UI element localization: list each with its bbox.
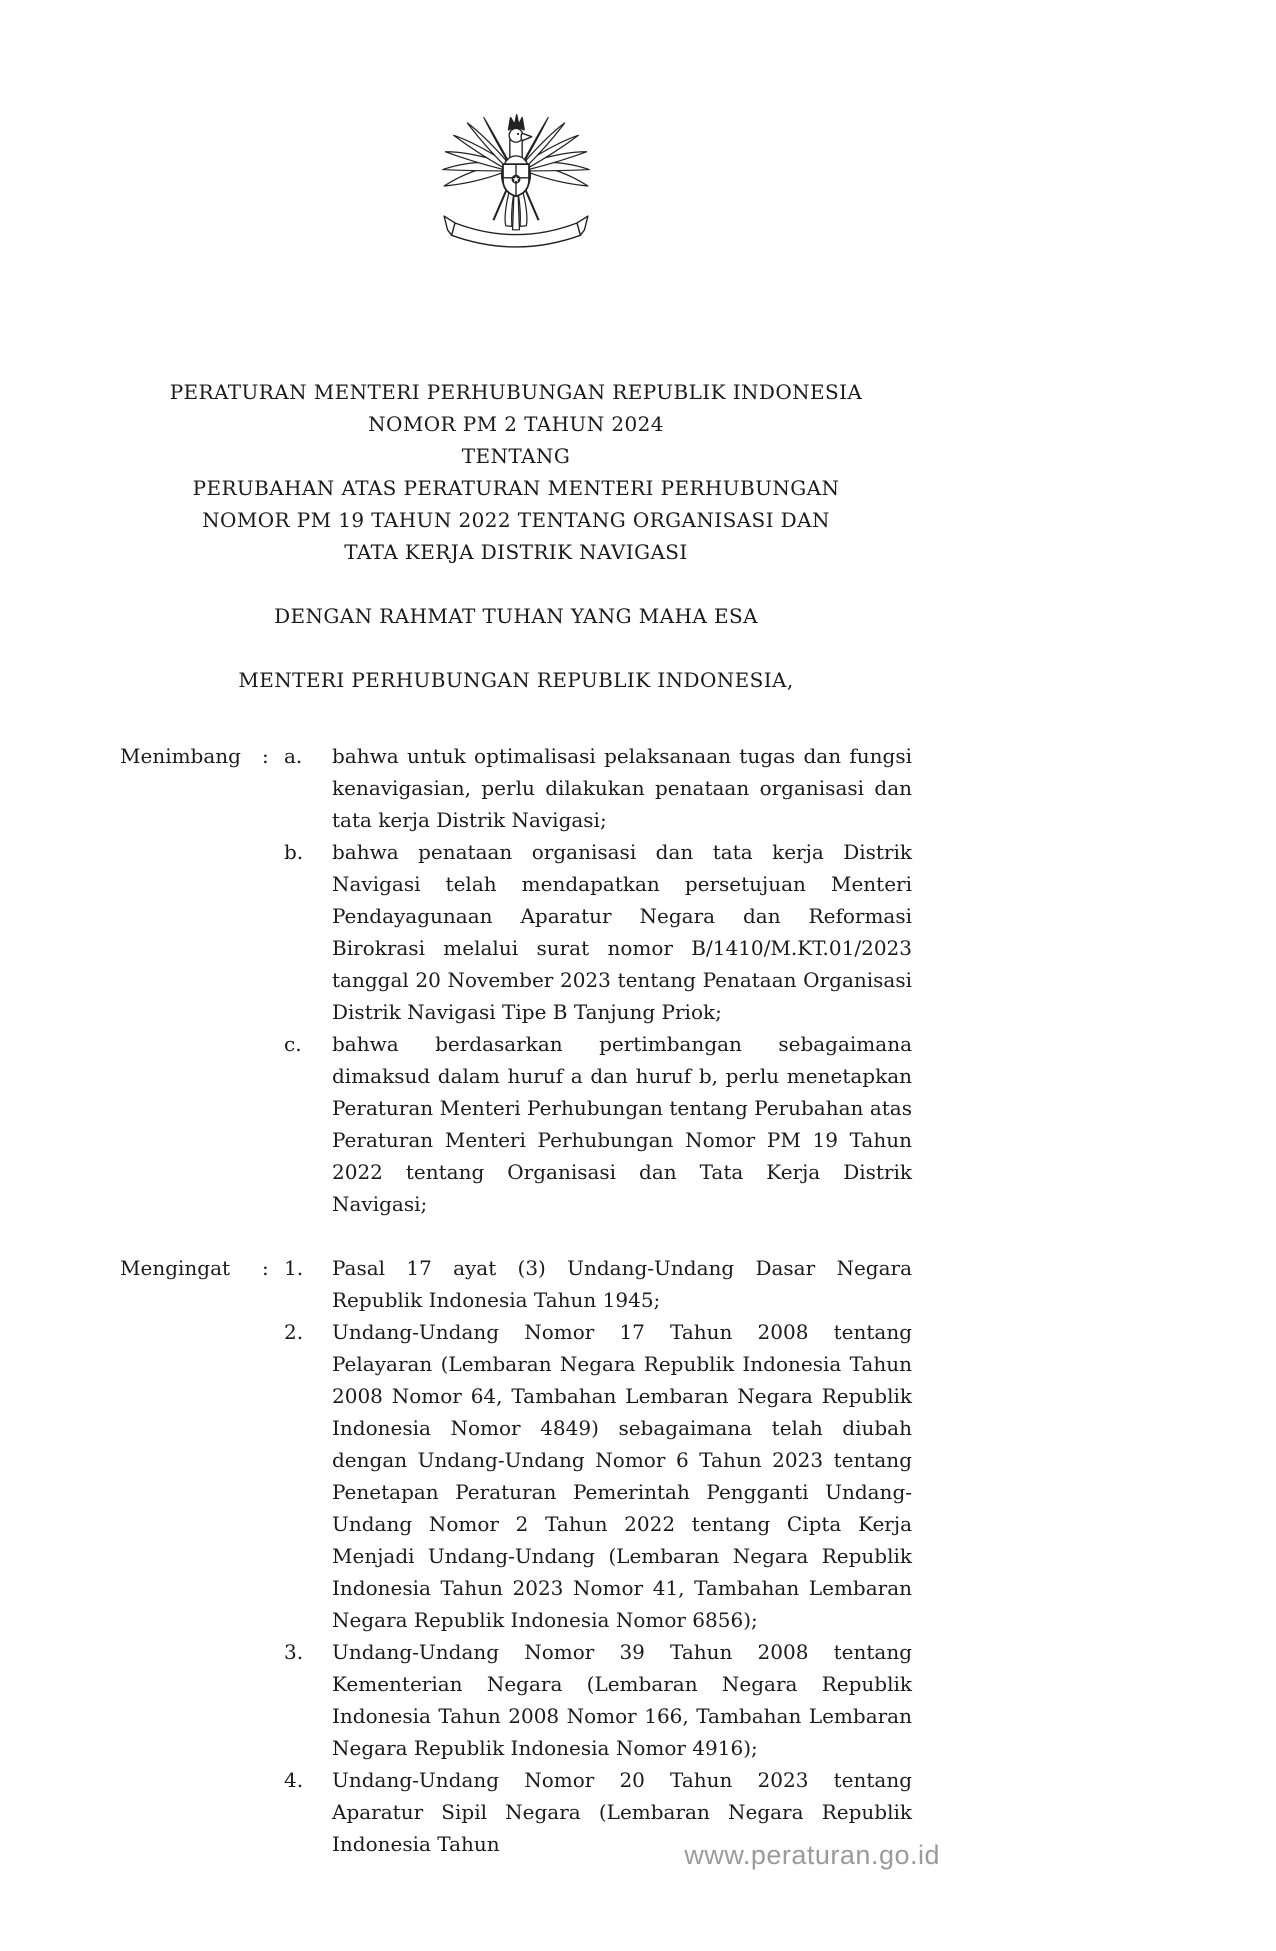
emblem-container	[120, 0, 912, 260]
item-marker: 1.	[284, 1256, 304, 1280]
item-marker: 3.	[284, 1640, 304, 1664]
item-text: bahwa untuk optimalisasi pelaksanaan tugas dan fungsi kenavigasian, perlu dilakukan penataan organisasi dan tata kerja Distrik Navigasi;	[332, 744, 912, 832]
title-line-5: NOMOR PM 19 TAHUN 2022 TENTANG ORGANISASI DAN	[202, 508, 830, 532]
item-text: bahwa berdasarkan pertimbangan sebagaimana dimaksud dalam huruf a dan huruf b, perlu menetapkan Peraturan Menteri Perhubungan tentang Perubahan atas Peraturan Menteri Perhubungan Nomor PM 19 Tahun 2022 tentang Organisasi dan Tata Kerja Distrik Navigasi;	[332, 1032, 912, 1216]
item-text: Pasal 17 ayat (3) Undang-Undang Dasar Negara Republik Indonesia Tahun 1945;	[332, 1256, 912, 1312]
watermark: www.peraturan.go.id	[684, 1840, 940, 1870]
authority-line: MENTERI PERHUBUNGAN REPUBLIK INDONESIA,	[238, 668, 794, 692]
left-wing	[443, 118, 509, 186]
item-marker: c.	[284, 1032, 302, 1056]
garuda-pancasila-icon	[440, 112, 592, 260]
section-mengingat	[120, 1252, 912, 1860]
list-item	[284, 1316, 912, 1636]
title-line-6: TATA KERJA DISTRIK NAVIGASI	[344, 540, 688, 564]
section-items	[284, 1252, 912, 1860]
item-text: Undang-Undang Nomor 17 Tahun 2008 tentang Pelayaran (Lembaran Negara Republik Indonesia Tahun 2008 Nomor 64, Tambahan Lembaran Negara Republik Indonesia Nomor 4849) sebagaimana telah diubah dengan Undang-Undang Nomor 6 Tahun 2023 tentang Penetapan Peraturan Pemerintah Pengganti Undang-Undang Nomor 2 Tahun 2022 tentang Cipta Kerja Menjadi Undang-Undang (Lembaran Negara Republik Indonesia Tahun 2023 Nomor 41, Tambahan Lembaran Negara Republik Indonesia Nomor 6856);	[332, 1320, 912, 1632]
right-wing	[524, 118, 590, 186]
item-text: bahwa penataan organisasi dan tata kerja Distrik Navigasi telah mendapatkan persetujuan Menteri Pendayagunaan Aparatur Negara dan Reformasi Birokrasi melalui surat nomor B/1410/M.KT.01/2023 tanggal 20 November 2023 tentang Penataan Organisasi Distrik Navigasi Tipe B Tanjung Priok;	[332, 840, 912, 1024]
section-separator: :	[262, 744, 269, 768]
section-items	[284, 740, 912, 1220]
item-text: Undang-Undang Nomor 20 Tahun 2023 tentang Aparatur Sipil Negara (Lembaran Negara Republik Indonesia Tahun	[332, 1768, 912, 1856]
beak	[521, 133, 532, 141]
eye	[517, 133, 519, 135]
list-item	[284, 1252, 912, 1316]
section-menimbang	[120, 740, 912, 1220]
list-item	[284, 1636, 912, 1764]
title-line-1: PERATURAN MENTERI PERHUBUNGAN REPUBLIK INDONESIA	[169, 380, 863, 404]
list-item	[284, 740, 912, 836]
list-item	[284, 1028, 912, 1220]
title-line-3: TENTANG	[461, 444, 571, 468]
item-text: Undang-Undang Nomor 39 Tahun 2008 tentang Kementerian Negara (Lembaran Negara Republik Indonesia Tahun 2008 Nomor 166, Tambahan Lembaran Negara Republik Indonesia Nomor 4916);	[332, 1640, 912, 1760]
item-marker: b.	[284, 840, 304, 864]
item-marker: a.	[284, 744, 303, 768]
section-label: Mengingat	[120, 1256, 231, 1280]
item-marker: 4.	[284, 1768, 304, 1792]
title-line-4: PERUBAHAN ATAS PERATURAN MENTERI PERHUBUNGAN	[192, 476, 840, 500]
list-item	[284, 836, 912, 1028]
title-line-2: NOMOR PM 2 TAHUN 2024	[368, 412, 664, 436]
invocation-line: DENGAN RAHMAT TUHAN YANG MAHA ESA	[274, 604, 758, 628]
section-separator: :	[262, 1256, 269, 1280]
tail-feathers	[505, 191, 527, 229]
document-content	[120, 0, 912, 1860]
title-block	[120, 376, 912, 568]
item-marker: 2.	[284, 1320, 304, 1344]
pancasila-shield	[503, 164, 529, 196]
section-label: Menimbang	[120, 744, 241, 768]
crest	[508, 115, 524, 130]
